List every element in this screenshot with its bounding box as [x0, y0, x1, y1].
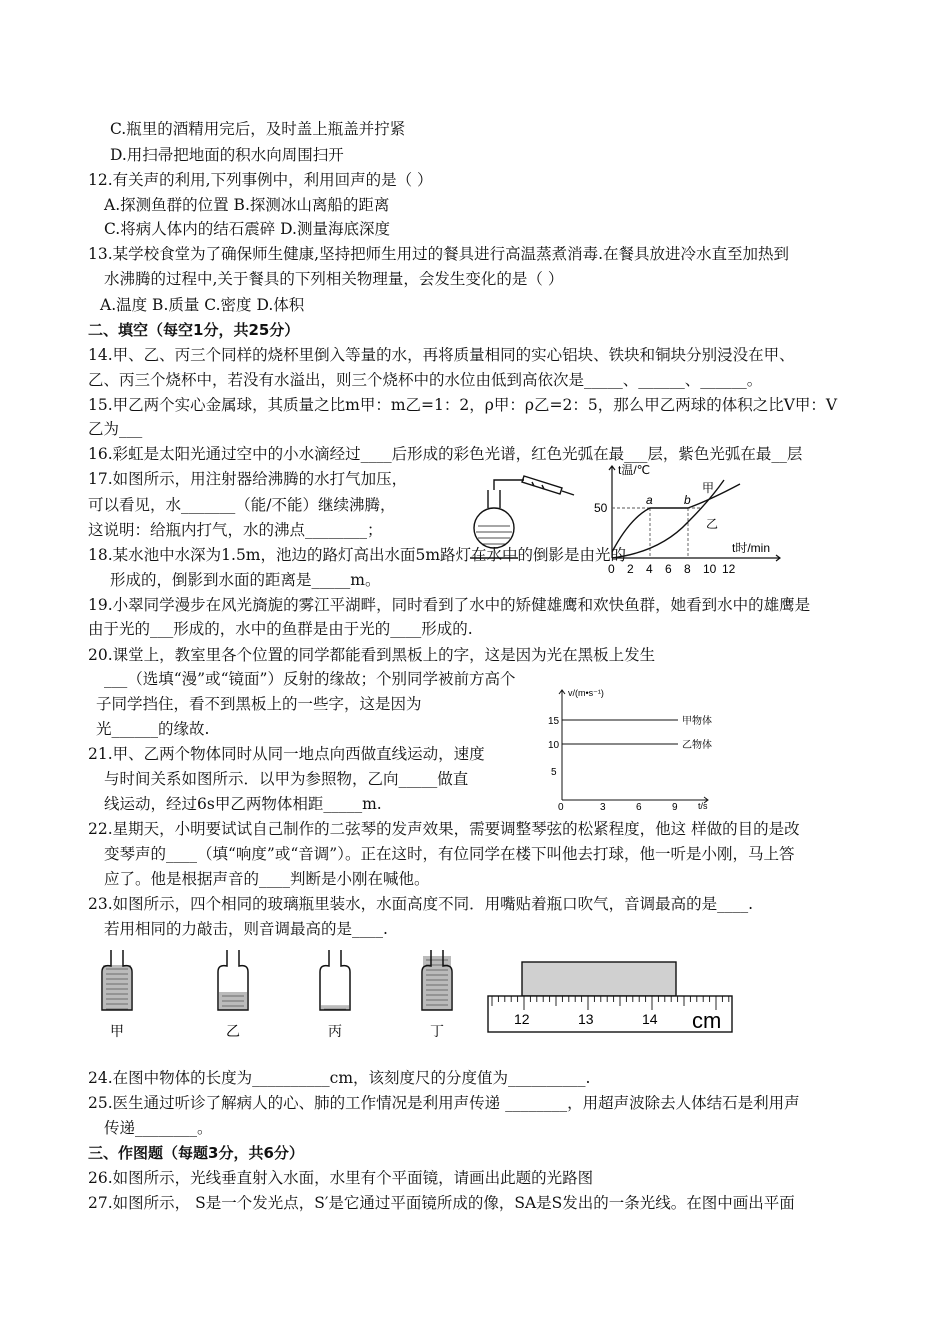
question-17-cont1: 可以看见，水_______（能/不能）继续沸腾，	[88, 496, 396, 514]
bottle-water	[423, 956, 451, 1010]
option-12c-prev: C.瓶里的酒精用完后，及时盖上瓶盖并拧紧	[110, 120, 406, 138]
boiling-ylabel: t温/℃	[618, 463, 651, 477]
question-21-cont1: 与时间关系如图所示．以甲为参照物，乙向_____做直	[104, 770, 469, 788]
bottles-figure	[92, 942, 482, 1042]
boiling-curve-yi: 乙	[706, 517, 719, 531]
boiling-graph-figure	[594, 460, 790, 580]
vt-xtick-6: 6	[636, 802, 642, 813]
measured-block	[522, 962, 676, 996]
question-22-cont1: 变琴声的____（填“响度”或“音调”）。正在这时，有位同学在楼下叫他去打球，他一听是小刚，马上答	[104, 845, 795, 863]
boiling-xtick-6: 6	[665, 562, 672, 576]
question-19-cont: 由于光的___形成的，水中的鱼群是由于光的____形成的.	[88, 620, 473, 638]
velocity-time-graph-figure	[548, 686, 728, 814]
bottle-2	[218, 950, 248, 1039]
boiling-xlabel: t时/min	[732, 541, 771, 555]
question-27: 27.如图所示， S是一个发光点，S′是它通过平面镜所成的像，SA是S发出的一条光线。在图中画出平面	[88, 1194, 795, 1212]
option-d-prev: D.用扫帚把地面的积水向周围扫开	[110, 146, 344, 164]
ruler-label-13: 13	[578, 1011, 594, 1027]
section-fill-heading: 二、填空（每空1分，共25分）	[88, 321, 300, 339]
vt-xtick-9: 9	[672, 802, 678, 813]
question-12: 12.有关声的利用,下列事例中，利用回声的是（ ）	[88, 171, 433, 189]
boiling-ytick-50: 50	[594, 501, 608, 515]
question-18-cont: 形成的，倒影到水面的距离是_____m。	[110, 571, 381, 589]
vt-xtick-3: 3	[600, 802, 606, 813]
vt-ylabel: v/(m•s⁻¹)	[568, 688, 604, 698]
question-20-cont1: ___（选填“漫”或“镜面”）反射的缘故；个别同学被前方高个	[104, 670, 516, 688]
question-21-cont2: 线运动，经过6s甲乙两物体相距_____m.	[104, 795, 382, 813]
boiling-xtick-8: 8	[684, 562, 691, 576]
boiling-xtick-12: 12	[722, 562, 736, 576]
question-24: 24.在图中物体的长度为__________cm，该刻度尺的分度值为__________.	[88, 1069, 591, 1087]
boiling-point-b: b	[684, 493, 691, 507]
question-16: 16.彩虹是太阳光通过空中的小水滴经过____后形成的彩色光谱，红色光弧在最___层，紫色光弧在最__层	[88, 445, 803, 463]
vt-xtick-0: 0	[558, 802, 564, 813]
boiling-point-a: a	[646, 493, 653, 507]
question-23-cont: 若用相同的力敲击，则音调最高的是____.	[104, 920, 388, 938]
question-12-options-ab: A.探测鱼群的位置 B.探测冰山离船的距离	[104, 196, 390, 214]
question-26: 26.如图所示，光线垂直射入水面，水里有个平面镜，请画出此题的光路图	[88, 1169, 594, 1187]
vt-ytick-10: 10	[548, 740, 560, 751]
question-20: 20.课堂上，教室里各个位置的同学都能看到黑板上的字，这是因为光在黑板上发生	[88, 646, 656, 664]
vt-ytick-15: 15	[548, 716, 560, 727]
boiling-xtick-0: 0	[608, 562, 615, 576]
bottle-1	[102, 950, 132, 1039]
boiling-curve-jia: 甲	[702, 481, 715, 495]
question-13-cont: 水沸腾的过程中,关于餐具的下列相关物理量，会发生变化的是（ ）	[104, 270, 564, 288]
bottle-label: 丁	[430, 1023, 444, 1039]
question-22-cont2: 应了。他是根据声音的____判断是小刚在喊他。	[104, 870, 430, 888]
ruler-unit: cm	[692, 1008, 722, 1033]
question-20-cont3: 光______的缘故.	[96, 720, 210, 738]
question-13: 13.某学校食堂为了确保师生健康,坚持把师生用过的餐具进行高温蒸煮消毒.在餐具放进冷水直至加热到	[88, 245, 790, 263]
bottle-label: 丙	[328, 1023, 342, 1039]
vt-xlabel: t/s	[698, 801, 708, 811]
question-20-cont2: 子同学挡住，看不到黑板上的一些字，这是因为	[96, 695, 422, 713]
question-19: 19.小翠同学漫步在风光旖旎的雾江平湖畔，同时看到了水中的矫健雄鹰和欢快鱼群，她看到水中的雄鹰是	[88, 596, 811, 614]
question-25: 25.医生通过听诊了解病人的心、肺的工作情况是利用声传递 ________，用超声波除去人体结石是利用声	[88, 1094, 800, 1112]
bottle-outline	[320, 950, 350, 1010]
question-17-cont2: 这说明：给瓶内打气，水的沸点________；	[88, 521, 383, 539]
question-15-cont: 乙为___	[88, 420, 143, 438]
question-17: 17.如图所示，用注射器给沸腾的水打气加压，	[88, 470, 408, 488]
ruler-label-12: 12	[514, 1011, 530, 1027]
ruler-label-14: 14	[642, 1011, 658, 1027]
boiling-xtick-4: 4	[646, 562, 653, 576]
bottle-label: 乙	[226, 1023, 240, 1039]
question-21: 21.甲、乙两个物体同时从同一地点向西做直线运动，速度	[88, 745, 485, 763]
vt-line-yi-label: 乙物体	[682, 740, 712, 751]
boiling-xtick-2: 2	[627, 562, 634, 576]
vt-line-jia-label: 甲物体	[682, 716, 712, 727]
question-18: 18.某水池中水深为1.5m，池边的路灯高出水面5m路灯在水中的倒影是由光的	[88, 546, 627, 564]
question-14-cont: 乙、丙三个烧杯中，若没有水溢出，则三个烧杯中的水位由低到高依次是_____、______、______。	[88, 371, 763, 389]
section-draw-heading: 三、作图题（每题3分，共6分）	[88, 1144, 304, 1162]
flask-apparatus-figure	[462, 468, 602, 578]
bottle-3	[320, 950, 350, 1039]
question-14: 14.甲、乙、丙三个同样的烧杯里倒入等量的水，再将质量相同的实心铝块、铁块和铜块分别浸没在甲、	[88, 346, 795, 364]
question-13-options: A.温度 B.质量 C.密度 D.体积	[100, 296, 305, 314]
ruler-figure	[486, 958, 736, 1038]
vt-ytick-5: 5	[551, 767, 557, 778]
bottle-label: 甲	[110, 1023, 124, 1039]
question-15: 15.甲乙两个实心金属球，其质量之比m甲：m乙=1：2，ρ甲：ρ乙=2：5，那么甲乙两球的体积之比V甲：V	[88, 396, 838, 414]
question-12-options-cd: C.将病人体内的结石震碎 D.测量海底深度	[104, 220, 390, 238]
bottle-4	[422, 950, 452, 1039]
bottle-water	[103, 965, 131, 1010]
question-23: 23.如图所示，四个相同的玻璃瓶里装水，水面高度不同．用嘴贴着瓶口吹气，音调最高的是____.	[88, 895, 754, 913]
question-22: 22.星期天，小明要试试自己制作的二弦琴的发声效果，需要调整琴弦的松紧程度，他这 样做的目的是改	[88, 820, 800, 838]
boiling-xtick-10: 10	[703, 562, 717, 576]
question-25-cont: 传递________。	[104, 1119, 213, 1137]
